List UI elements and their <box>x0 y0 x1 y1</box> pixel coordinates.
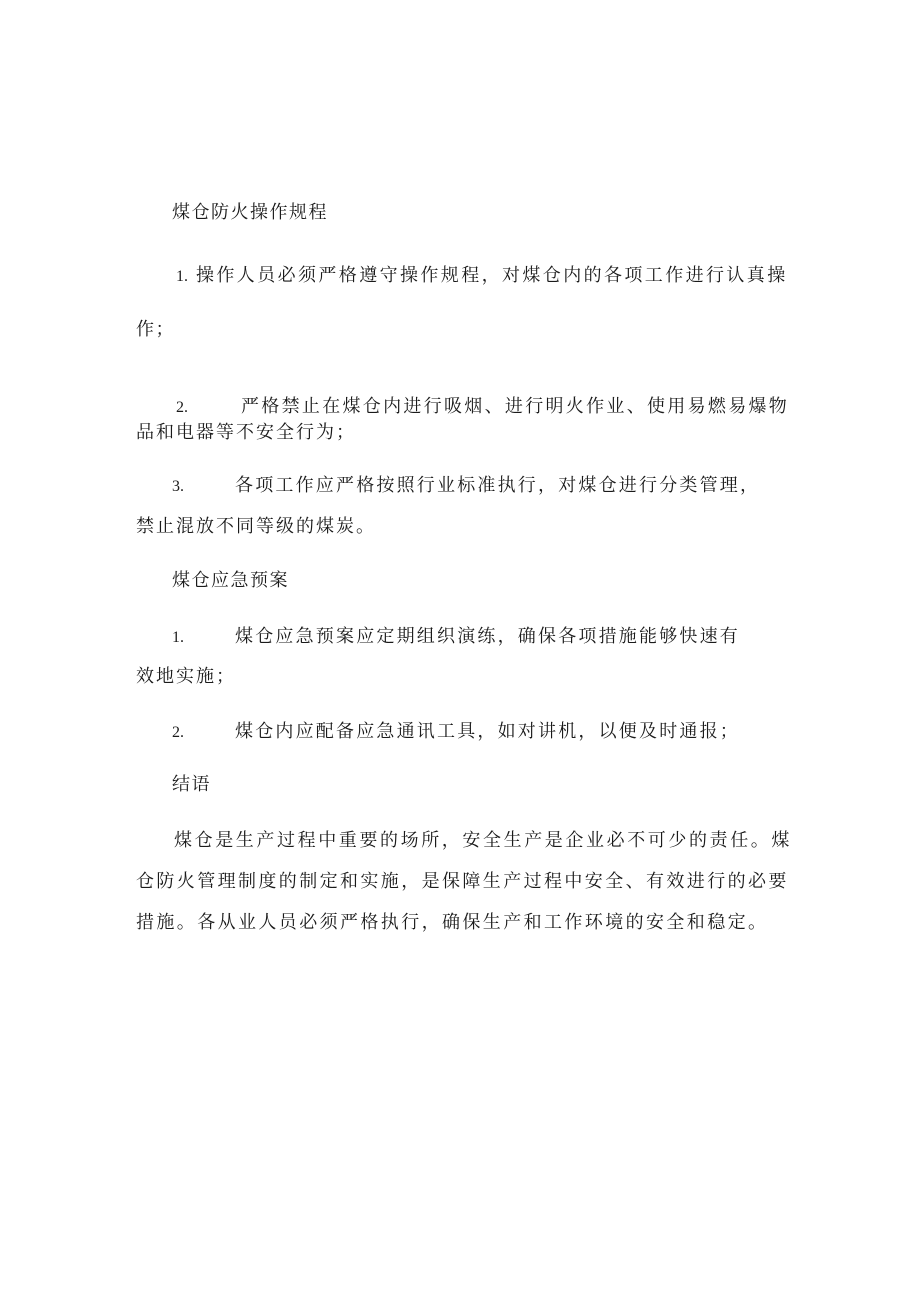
list-item-text-continuation: 作； <box>136 319 175 340</box>
paragraph-line: 煤仓是生产过程中重要的场所，安全生产是企业必不可少的责任。煤 <box>174 830 792 851</box>
list-item-text-continuation: 禁止混放不同等级的煤炭。 <box>136 516 376 537</box>
list-item-number: 1. <box>172 629 184 646</box>
list-item-number: 2. <box>172 724 184 741</box>
section-heading-conclusion: 结语 <box>172 774 211 795</box>
paragraph-line: 措施。各从业人员必须严格执行，确保生产和工作环境的安全和稳定。 <box>136 912 769 933</box>
list-item-text: 煤仓应急预案应定期组织演练，确保各项措施能够快速有 <box>235 626 740 647</box>
list-item-text: 操作人员必须严格遵守操作规程，对煤仓内的各项工作进行认真操 <box>196 265 788 286</box>
list-item-text: 各项工作应严格按照行业标准执行，对煤仓进行分类管理， <box>235 475 761 496</box>
section-heading-fire-prevention: 煤仓防火操作规程 <box>172 202 328 223</box>
list-item-text: 煤仓内应配备应急通讯工具，如对讲机，以便及时通报； <box>235 721 740 742</box>
section-heading-emergency-plan: 煤仓应急预案 <box>172 570 289 591</box>
list-item-text-continuation: 效地实施； <box>136 666 236 687</box>
list-item-number: 3. <box>172 478 184 495</box>
list-item-number: 2. <box>176 399 188 416</box>
paragraph-line: 仓防火管理制度的制定和实施，是保障生产过程中安全、有效进行的必要 <box>136 871 789 892</box>
list-item-text: 严格禁止在煤仓内进行吸烟、进行明火作业、使用易燃易爆物 <box>241 396 790 417</box>
list-item-text-continuation: 品和电器等不安全行为； <box>136 422 356 443</box>
list-item-number: 1. <box>176 268 188 285</box>
